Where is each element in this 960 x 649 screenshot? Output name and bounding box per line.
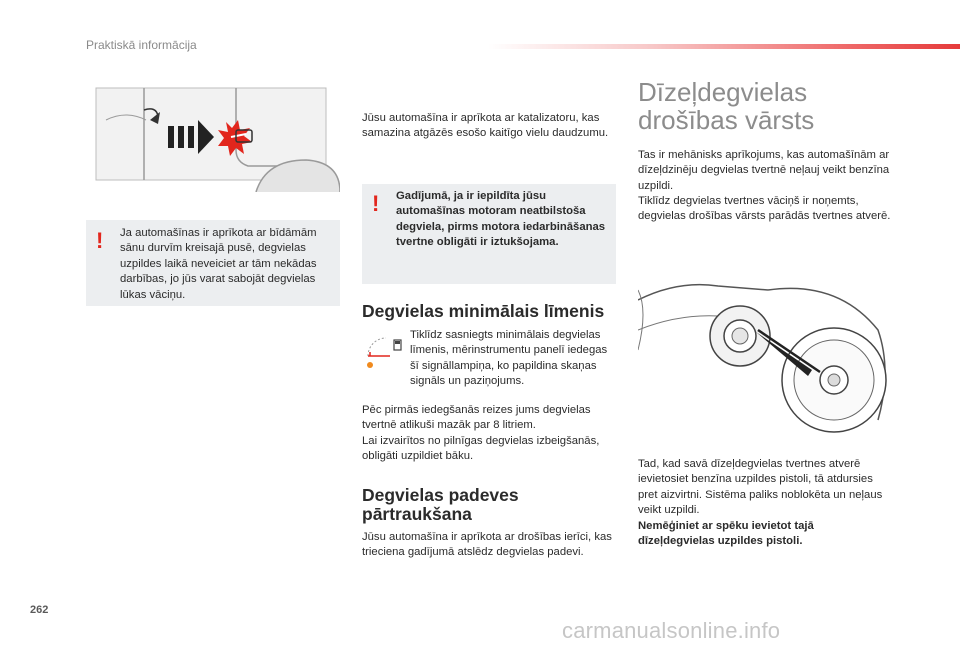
catalyst-text: Jūsu automašīna ir aprīkota ar katalizatoru, kas samazina atgāzēs esošo kaitīgo vielu daudzumu. [362, 112, 609, 140]
diesel-valve-title-line2: drošības vārsts [638, 105, 815, 135]
diesel-valve-para3: Tad, kad savā dīzeļdegvielas tvertnes atverē ievietosiet benzīna uzpildes pistoli, tā atdursies pret aizvirtni. Sistēma paliks noblokēta un neļaus veikt uzpildi. [638, 458, 883, 517]
watermark: carmanualsonline.info [562, 618, 781, 643]
header-accent-bar [488, 44, 960, 49]
min-level-line2: Lai izvairītos no pilnīgas degvielas izbeigšanās, obligāti uzpildiet bāku. [362, 435, 600, 463]
wrong-fuel-warning-box [362, 184, 616, 284]
section-label: Praktiskā informācija [86, 38, 197, 52]
diesel-valve-title [638, 78, 938, 134]
warning-icon: ! [372, 191, 380, 216]
cutoff-title-line2: pārtraukšana [362, 504, 472, 524]
diesel-filler-neck-illustration [638, 270, 892, 446]
sliding-door-warning-box [86, 220, 340, 306]
min-level-line1: Pēc pirmās iedegšanās reizes jums degvielas tvertnē atlikuši mazāk par 8 litriem. [362, 404, 591, 432]
low-fuel-gauge-icon [364, 330, 404, 372]
diesel-valve-para3-bold: Nemēģiniet ar spēku ievietot tajā dīzeļdegvielas uzpildes pistoli. [638, 520, 814, 548]
page-number: 262 [30, 604, 49, 616]
min-level-title: Degvielas minimālais līmenis [362, 301, 605, 321]
warning-icon: ! [96, 228, 104, 253]
cutoff-title-line1: Degvielas padeves [362, 485, 519, 505]
cutoff-title [362, 486, 622, 524]
cutoff-text: Jūsu automašīna ir aprīkota ar drošības ierīci, kas trieciena gadījumā atslēdz degvielas padevi. [362, 531, 612, 559]
wrong-fuel-warning-text: Gadījumā, ja ir iepildīta jūsu automašīnas motoram neatbilstoša degviela, pirms motora iedarbināšanas tvertne obligāti ir iztukšojama. [396, 190, 606, 249]
diesel-valve-title-line1: Dīzeļdegvielas [638, 77, 808, 107]
min-level-indicator-text: Tiklīdz sasniegts minimālais degvielas līmenis, mērinstrumentu panelī iedegas šī signāllampiņa, ko papildina skaņas signāls un paziņojums. [410, 329, 608, 388]
diesel-valve-para1: Tas ir mehānisks aprīkojums, kas automašīnām ar dīzeļdzinēju degvielas tvertnē neļauj veikt benzīna uzpildi. [638, 149, 890, 192]
sliding-door-warning-text: Ja automašīnas ir aprīkota ar bīdāmām sānu durvīm kreisajā pusē, degvielas uzpildes laikā neveiciet ar tām nekādas darbības, jo jūs varat sabojāt degvielas lūkas vāciņu. [120, 227, 317, 301]
diesel-valve-para2: Tiklīdz degvielas tvertnes vāciņš ir noņemts, degvielas drošības vārsts parādās tvertnes atverē. [638, 195, 891, 223]
sliding-door-illustration [86, 80, 340, 192]
